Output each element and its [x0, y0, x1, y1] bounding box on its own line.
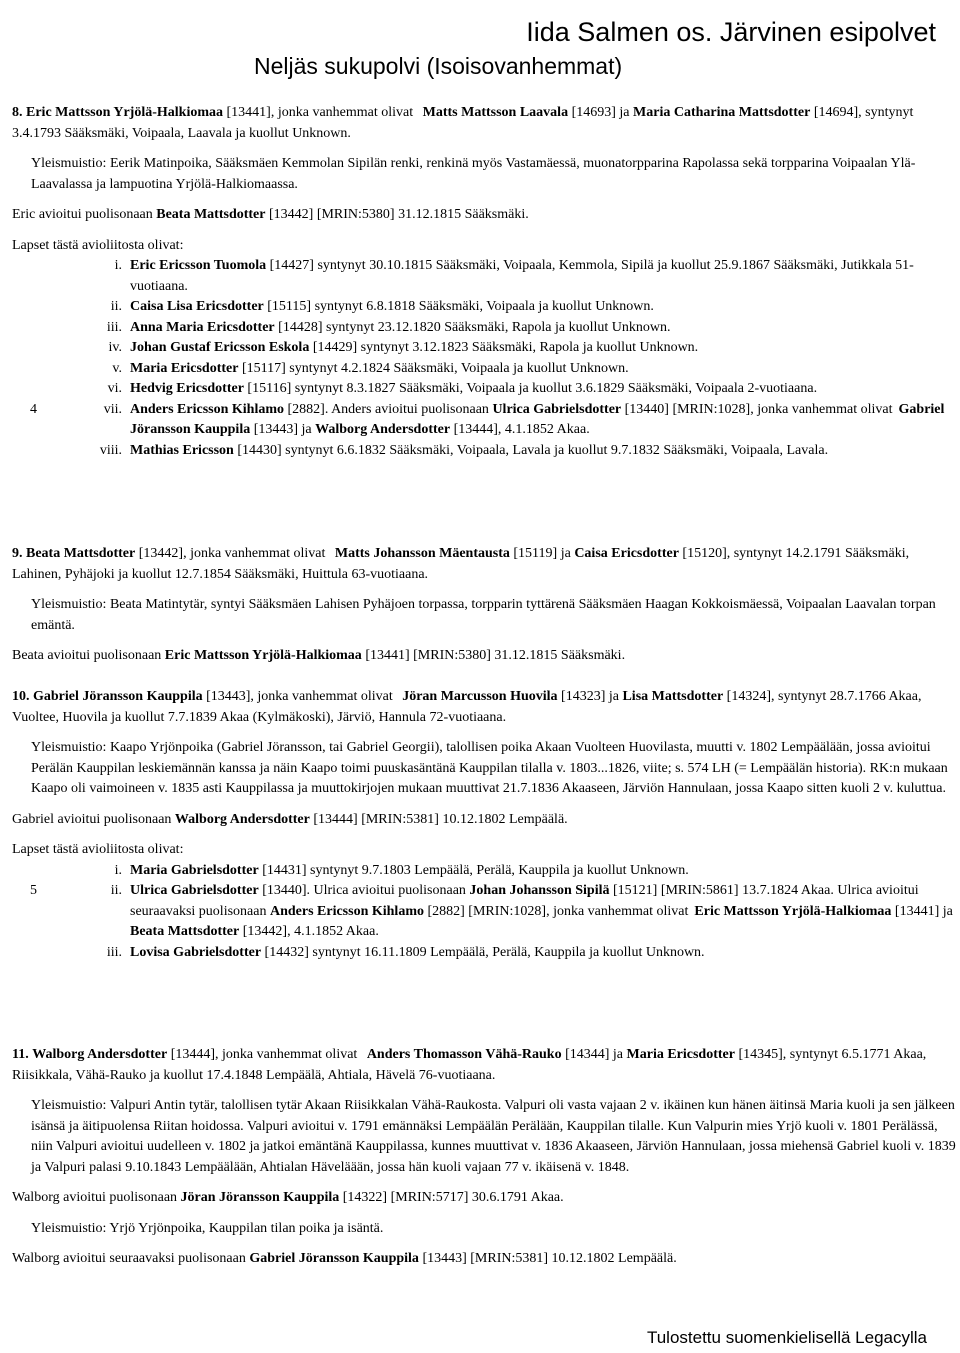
child-name: Lovisa Gabrielsdotter	[130, 944, 262, 960]
person-intro	[12, 687, 958, 728]
child-item	[12, 943, 958, 964]
child-name: Hedvig Ericsdotter	[130, 381, 244, 396]
child-index: i.	[114, 862, 122, 878]
father-name: Jöran Marcusson Huovila	[402, 689, 558, 704]
child-details: [13444], 4.1.1852 Akaa.	[453, 422, 590, 437]
marriage-line	[12, 646, 958, 667]
spouse-name: Beata Mattsdotter	[156, 207, 266, 222]
person-entry-8	[12, 103, 958, 461]
document-title: Iida Salmen os. Järvinen esipolvet	[526, 17, 936, 48]
marriage-line	[12, 1188, 958, 1209]
person-entry-10	[12, 687, 958, 963]
person-id: [13441], jonka vanhemmat olivat	[226, 105, 414, 120]
child-spouse-father: Eric Mattsson Yrjölä-Halkiomaa	[694, 903, 892, 919]
marriage-prefix: Gabriel avioitui puolisonaan	[12, 811, 172, 827]
mother-name: Maria Ericsdotter	[626, 1047, 735, 1062]
child-spouse-mother: Beata Mattsdotter	[130, 924, 240, 939]
child-details: [14432] syntynyt 16.11.1809 Lempäälä, Perälä, Kauppila ja kuollut Unknown.	[264, 944, 705, 960]
spouse-name: Eric Mattsson Yrjölä-Halkiomaa	[164, 648, 362, 663]
child-details: [13440]. Ulrica avioitui puolisonaan	[262, 883, 466, 898]
child-details: [14430] syntynyt 6.6.1832 Sääksmäki, Voipaala, Lavala ja kuollut 9.7.1832 Sääksmäki, Voipaala, Lavala.	[237, 442, 829, 458]
person-name: Walborg Andersdotter	[32, 1047, 168, 1062]
child-details: [15116] syntynyt 8.3.1827 Sääksmäki, Voipaala ja kuollut 3.6.1829 Sääksmäki, Voipaala 2-vuotiaana.	[247, 381, 818, 396]
child-item	[12, 256, 958, 297]
father-name: Matts Johansson Mäentausta	[334, 546, 510, 561]
child-item	[12, 861, 958, 882]
child-index: iii.	[106, 944, 122, 960]
child-details: [15115] syntynyt 6.8.1818 Sääksmäki, Voipaala ja kuollut Unknown.	[267, 299, 654, 314]
marriage-details: [13442] [MRIN:5380] 31.12.1815 Sääksmäki.	[269, 207, 529, 222]
child-index: viii.	[99, 442, 122, 458]
mother-name: Maria Catharina Mattsdotter	[633, 105, 811, 120]
father-name: Anders Thomasson Vähä-Rauko	[366, 1047, 562, 1062]
person-intro	[12, 103, 958, 144]
entry-number: 9.	[12, 546, 23, 561]
child-item	[12, 338, 958, 359]
children-list	[12, 861, 958, 964]
person-id: [13442], jonka vanhemmat olivat	[138, 546, 326, 561]
child-spouse-name: Anders Ericsson Kihlamo	[269, 903, 424, 919]
father-id: [15119] ja	[513, 546, 571, 561]
person-entry-9	[12, 544, 958, 667]
child-index: vi.	[107, 381, 122, 396]
child-details: [15117] syntynyt 4.2.1824 Sääksmäki, Voipaala ja kuollut Unknown.	[241, 360, 629, 376]
marriage-details: [14322] [MRIN:5717] 30.6.1791 Akaa.	[342, 1190, 564, 1205]
person-id: [13443], jonka vanhemmat olivat	[206, 689, 393, 704]
marriage-line-2	[12, 1249, 958, 1270]
child-name: Ulrica Gabrielsdotter	[130, 883, 259, 898]
child-details: [14428] syntynyt 23.12.1820 Sääksmäki, Rapola ja kuollut Unknown.	[278, 319, 671, 335]
marriage-details: [13443] [MRIN:5381] 10.12.1802 Lempäälä.	[422, 1251, 677, 1266]
spouse-name: Walborg Andersdotter	[174, 811, 310, 827]
print-footer: Tulostettu suomenkielisellä Legacylla	[646, 1328, 927, 1347]
child-details: [15121] [MRIN:5861] 13.7.1824 Akaa. Ulrica avioitui seuraavaksi puolisonaan	[130, 883, 919, 919]
person-name: Eric Mattsson Yrjölä-Halkiomaa	[26, 105, 224, 120]
person-name: Gabriel Jöransson Kauppila	[33, 689, 203, 704]
marriage-prefix: Walborg avioitui puolisonaan	[12, 1190, 178, 1205]
general-note: Yleismuistio: Eerik Matinpoika, Sääksmäen Kemmolan Sipilän renki, renkinä myös Vastamäessä, muonatorpparina Rapolassa sekä torpparina Voipaalan Ylä-Laavalassa ja lampuotina Yrjölä-Halkiomaassa.	[31, 156, 916, 192]
child-index: iv.	[108, 340, 122, 355]
marriage-prefix: Beata avioitui puolisonaan	[12, 648, 162, 663]
father-name: Matts Mattsson Laavala	[422, 105, 569, 120]
child-details: [13443] ja	[253, 422, 312, 437]
birth-death: [14324], syntynyt 28.7.1766 Akaa, Vuoltee, Huovila ja kuollut 7.7.1839 Akaa (Kylmäkoski), Järviö, Hannula 72-vuotiaana.	[12, 689, 922, 725]
generation-number: 5	[30, 883, 37, 898]
marriage-details: [13441] [MRIN:5380] 31.12.1815 Sääksmäki.	[365, 648, 626, 663]
person-name: Beata Mattsdotter	[26, 546, 136, 561]
birth-death: [15120], syntynyt 14.2.1791 Sääksmäki, Lahinen, Pyhäjoki ja kuollut 12.7.1854 Sääksmäki, Huittula 63-vuotiaana.	[12, 546, 910, 582]
child-index: iii.	[106, 319, 122, 335]
father-id: [14693] ja	[571, 105, 630, 120]
child-spouse-name: Ulrica Gabrielsdotter	[492, 401, 622, 417]
child-item	[12, 379, 958, 400]
father-id: [14323] ja	[561, 689, 619, 704]
person-intro	[12, 544, 958, 585]
general-note: Yleismuistio: Kaapo Yrjönpoika (Gabriel Jöransson, tai Gabriel Georgii), talollisen poika Akaan Vuolteen Huovilasta, muutti v. 1802 Lempäälään, jossa avioitui Perälän Kauppilan leskiemännän kanssa ja näin Kaapo toimi puuskasäntänä Kauppilan tilalla v. 1803...1826, viite; s. 574 LH (= Lempäälän historia). RK:n mukaan Kaapo oli vaimoineen v. 1835 asti Kauppilassa ja muuttokirjojen mukaan muuttivat 21.7.1836 Akaaseen, Järviön Hannulaan, jossa Kaapo sitten kuoli 2 v. kuluttua.	[31, 740, 948, 796]
spouse-name: Gabriel Jöransson Kauppila	[249, 1251, 419, 1266]
person-intro	[12, 1045, 958, 1086]
entry-number: 10.	[12, 689, 30, 704]
child-details: [13442], 4.1.1852 Akaa.	[242, 924, 379, 939]
child-details: [14431] syntynyt 9.7.1803 Lempäälä, Perälä, Kauppila ja kuollut Unknown.	[262, 862, 689, 878]
marriage-prefix: Walborg avioitui seuraavaksi puolisonaan	[12, 1251, 246, 1266]
child-item	[12, 400, 958, 441]
marriage-prefix: Eric avioitui puolisonaan	[12, 207, 153, 222]
child-name: Anna Maria Ericsdotter	[130, 319, 275, 335]
child-details: [14427] syntynyt 30.10.1815 Sääksmäki, Voipaala, Kemmola, Sipilä ja kuollut 25.9.1867 Sääksmäki, Jutikkala 51-vuotiaana.	[130, 258, 914, 294]
general-note: Yleismuistio: Valpuri Antin tytär, talollisen tytär Akaan Riisikkalan Vähä-Raukosta. Valpuri oli vasta vajaan 2 v. ikäinen kun hänen äitinsä Maria kuoli ja sen jälkeen isänsä ja äitipuolensa Riitan hoidossa. Valpuri avioitui v. 1791 emännäksi Lempäälän Perälään, Kauppilan tilalle. Kun Valpurin mies Yrjö kuoli v. 1801 Perälässä, niin Valpuri avioitui uudelleen v. 1802 ja jatkoi emäntänä Kauppilassa, kunnes muuttivat v. 1836 Akaaseen, Järviön Hannulaan, jossa miehensä Gabriel kuoli v. 1839 ja Valpuri palasi 9.10.1843 Lempäälään, Ahtialan Häveläään, jossa hän kuoli vajaan 77 v. ikäisenä v. 1848.	[31, 1098, 956, 1175]
child-index: i.	[114, 258, 122, 273]
generation-number: 4	[30, 401, 37, 417]
child-details: [2882] [MRIN:1028], jonka vanhemmat olivat	[427, 903, 689, 919]
child-item	[12, 359, 958, 380]
marriage-line	[12, 205, 958, 226]
child-name: Johan Gustaf Ericsson Eskola	[130, 340, 310, 355]
child-details: [14429] syntynyt 3.12.1823 Sääksmäki, Rapola ja kuollut Unknown.	[312, 340, 699, 355]
child-index: v.	[112, 360, 122, 376]
mother-name: Caisa Ericsdotter	[574, 546, 679, 561]
child-details: [2882]. Anders avioitui puolisonaan	[287, 401, 489, 417]
child-index: ii.	[110, 299, 122, 314]
child-spouse-father: Gabriel Jöransson Kauppila	[130, 401, 945, 437]
person-entry-11	[12, 1045, 958, 1270]
child-name: Eric Ericsson Tuomola	[130, 258, 267, 273]
child-name: Mathias Ericsson	[130, 442, 234, 458]
child-item	[12, 318, 958, 339]
child-name: Anders Ericsson Kihlamo	[130, 401, 285, 417]
birth-death: [14345], syntynyt 6.5.1771 Akaa, Riisikkala, Vähä-Rauko ja kuollut 17.4.1848 Lempäälä, Ahtiala, Hävelä 76-vuotiaana.	[12, 1047, 927, 1083]
father-id: [14344] ja	[565, 1047, 624, 1062]
spouse-name: Jöran Jöransson Kauppila	[180, 1190, 340, 1205]
general-note-2: Yleismuistio: Yrjö Yrjönpoika, Kauppilan tilan poika ja isäntä.	[31, 1220, 384, 1236]
children-list	[12, 256, 958, 461]
child-spouse-mother: Walborg Andersdotter	[315, 422, 451, 437]
general-note: Yleismuistio: Beata Matintytär, syntyi Sääksmäen Lahisen Pyhäjoen torpassa, torpparin tyttärenä Sääksmäen Haagan Kokkoismäessä, Voipaalan Laavalan torpan emäntä.	[31, 597, 936, 633]
child-name: Maria Gabrielsdotter	[130, 862, 259, 878]
person-id: [13444], jonka vanhemmat olivat	[170, 1047, 358, 1062]
child-spouse-name: Johan Johansson Sipilä	[469, 883, 610, 898]
marriage-details: [13444] [MRIN:5381] 10.12.1802 Lempäälä.	[313, 811, 568, 827]
children-label: Lapset tästä avioliitosta olivat:	[12, 842, 184, 857]
child-index: ii.	[110, 883, 122, 898]
marriage-line	[12, 810, 958, 831]
child-item	[12, 297, 958, 318]
children-label: Lapset tästä avioliitosta olivat:	[12, 237, 184, 253]
child-name: Caisa Lisa Ericsdotter	[130, 299, 264, 314]
child-details: [13441] ja	[894, 903, 953, 919]
child-name: Maria Ericsdotter	[130, 360, 239, 376]
mother-name: Lisa Mattsdotter	[622, 689, 724, 704]
child-details: [13440] [MRIN:1028], jonka vanhemmat olivat	[624, 401, 893, 417]
entry-number: 11.	[12, 1047, 29, 1062]
generation-heading: Neljäs sukupolvi (Isoisovanhemmat)	[254, 53, 623, 79]
child-item	[12, 441, 958, 462]
birth-death: [14694], syntynyt 3.4.1793 Sääksmäki, Voipaala, Laavala ja kuollut Unknown.	[12, 105, 914, 141]
child-index: vii.	[103, 401, 122, 417]
child-item	[12, 881, 958, 943]
entry-number: 8.	[12, 105, 23, 120]
